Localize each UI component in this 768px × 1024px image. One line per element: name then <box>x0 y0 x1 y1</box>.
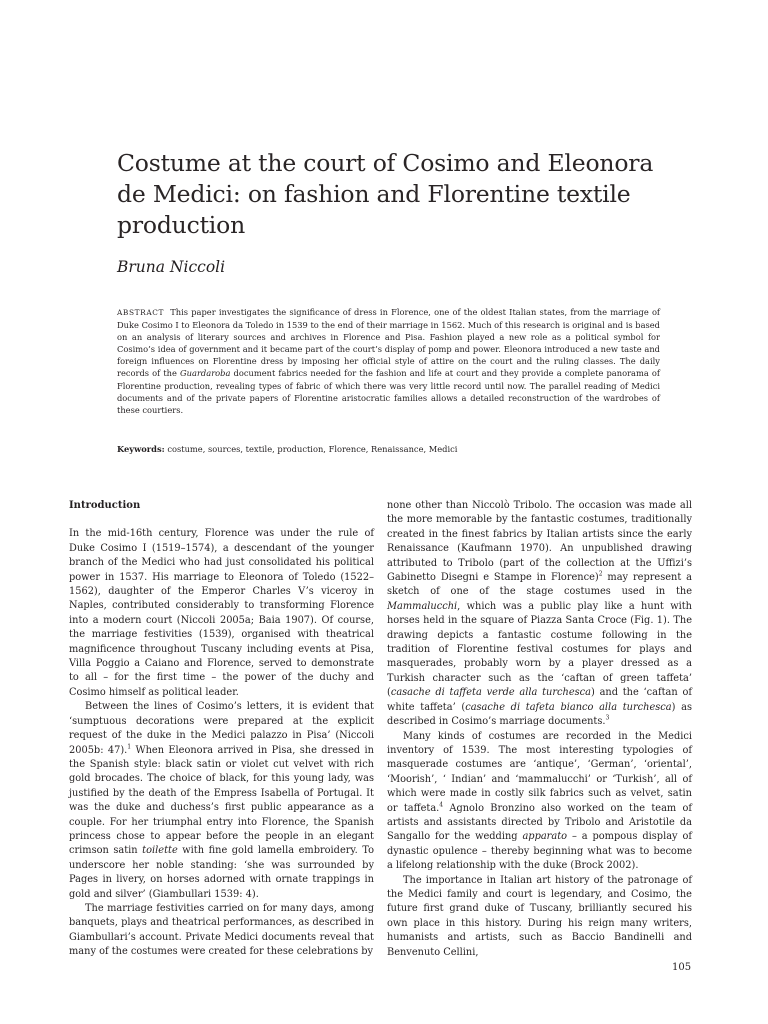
text-run: ) as described in Cosimo’s marriage documents. <box>387 701 692 728</box>
paragraph <box>69 700 374 902</box>
article-title: Costume at the court of Cosimo and Eleonora de Medici: on fashion and Florentine textile production <box>117 149 654 239</box>
keywords-label: Keywords: <box>117 444 165 454</box>
abstract-text-1: This paper investigates the significance of dress in Florence, one of the oldest Italian states, from the marriage of Duke Cosimo I to Eleonora da Toledo in 1539 to the end of their marriage in 1562. Much of this research is original and is based on an analysis of literary sources and archives in Florence and Pisa. Fashion played a new role as a political symbol for Cosimo’s idea of government and it became part of the court’s display of pomp and power. Eleonora introduced a new taste and foreign influences on Florentine dress by imposing her official style of attire on the court and the ruling classes. The daily records of the <box>117 307 661 379</box>
author-name: Bruna Niccoli <box>117 258 226 276</box>
keywords <box>117 443 660 455</box>
right-column <box>387 499 692 960</box>
text-run: – a pompous display of dynastic opulence – thereby beginning what was to become a lifelong relationship with the duke (Brock 2002). <box>387 831 693 872</box>
abstract-text-2: document fabrics needed for the fashion and life at court and they provide a complete panorama of Florentine production, revealing types of fabric of which there was very little record until now. The parallel reading of Medici documents and of the private papers of Florentine aristocratic families allows a detailed reconstruction of the wardrobes of these courtiers. <box>117 368 660 415</box>
text-run: , which was a public play like a hunt with horses held in the square of Piazza Santa Croce (Fig. 1). The drawing depicts a fantastic costume following in the tradition of Florentine festival costumes for plays and masquerades, probably worn by a player dressed as a Turkish character such as the ‘caftan of green taffeta’ ( <box>387 600 692 699</box>
footnote-marker: 4 <box>439 801 444 809</box>
left-column <box>69 499 374 960</box>
footnote-marker: 3 <box>605 714 610 722</box>
paragraph: The marriage festivities carried on for many days, among banquets, plays and theatrical performances, as described in Giambullari’s account. Private Medici documents reveal that many of the costumes were created for these celebrations by <box>69 902 374 958</box>
text-run: ) and the ‘caftan of white taffeta’ ( <box>387 687 692 713</box>
text-run: may represent a sketch of one of the stage costumes used in the <box>387 572 692 598</box>
abstract-italic: Guardaroba <box>180 368 231 379</box>
footnote-marker: 1 <box>127 743 132 751</box>
abstract <box>117 306 660 416</box>
italic-term: Mammalucchi <box>387 600 458 612</box>
italic-term: toilette <box>142 845 178 857</box>
abstract-label: ABSTRACT <box>117 308 165 317</box>
italic-term: casache di taffeta verde alla turchesca <box>390 687 591 699</box>
text-run: none other than Niccolò Tribolo. The occasion was made all the more memorable by the fantastic costumes, traditionally created in the finest fabrics by Italian artists since the early Renaissance (Kaufmann 1970). An unpublished drawing attributed to Tribolo (part of the collection at the Uffizi’s Gabinetto Disegni e Stampe in Florence) <box>387 500 692 584</box>
section-heading: Introduction <box>69 500 141 511</box>
footnote-marker: 2 <box>598 570 603 578</box>
paragraph: The importance in Italian art history of the patronage of the Medici family and court is legendary, and Cosimo, the future first grand duke of Tuscany, brilliantly secured his own place in this history. During his reign many writers, humanists and artists, such as Baccio Bandinelli and Benvenuto Cellini, <box>387 874 692 958</box>
text-run: When Eleonora arrived in Pisa, she dressed in the Spanish style: black satin or violet cut velvet with rich gold brocades. The choice of black, for this young lady, was justified by the death of the Empress Isabella of Portugal. It was the duke and duchess’s first public appearance as a couple. For her triumphal entry into Florence, the Spanish princess chose to appear before the people in an elegant crimson satin <box>69 744 374 857</box>
text-run: Agnolo Bronzino also worked on the team of artists and assistants directed by Tribolo and Aristotile da Sangallo for the wedding <box>387 802 693 843</box>
italic-term: casache di tafeta bianco alla turchesca <box>465 701 672 713</box>
italic-term: apparato <box>522 831 568 843</box>
paragraph <box>387 499 692 730</box>
keywords-text: costume, sources, textile, production, Florence, Renaissance, Medici <box>167 444 458 454</box>
paragraph <box>387 730 692 874</box>
paragraph: In the mid-16th century, Florence was under the rule of Duke Cosimo I (1519–1574), a descendant of the younger branch of the Medici who had just consolidated his political power in 1537. His marriage to Eleonora of Toledo (1522–1562), daughter of the Emperor Charles V’s viceroy in Naples, contributed considerably to transforming Florence into a modern court (Niccoli 2005a; Baia 1907). Of course, the marriage festivities (1539), organised with theatrical magnificence throughout Tuscany including events at Pisa, Villa Poggio a Caiano and Florence, served to demonstrate to all – for the first time – the power of the duchy and Cosimo himself as political leader. <box>69 528 374 698</box>
text-run: with fine gold lamella embroidery. To underscore her noble standing: ‘she was surrounded by Pages in livery, on horses adorned with ornate trappings in gold and silver’ (Giambullari 1539: 4). <box>69 845 374 900</box>
text-run: Between the lines of Cosimo’s letters, it is evident that ‘sumptuous decorations were prepared at the explicit request of the duke in the Medici palazzo in Pisa’ (Niccoli 2005b: 47). <box>69 701 374 756</box>
text-run: Many kinds of costumes are recorded in the Medici inventory of 1539. The most interesting typologies of masquerade costumes are ‘antique’, ‘German’, ‘oriental’, ‘Moorish’, ‘ Indian’ and ‘mammalucchi’ or ‘Turkish’, all of which were made in costly silk fabrics such as velvet, satin or taffeta. <box>387 730 692 814</box>
page-number: 105 <box>672 962 692 973</box>
